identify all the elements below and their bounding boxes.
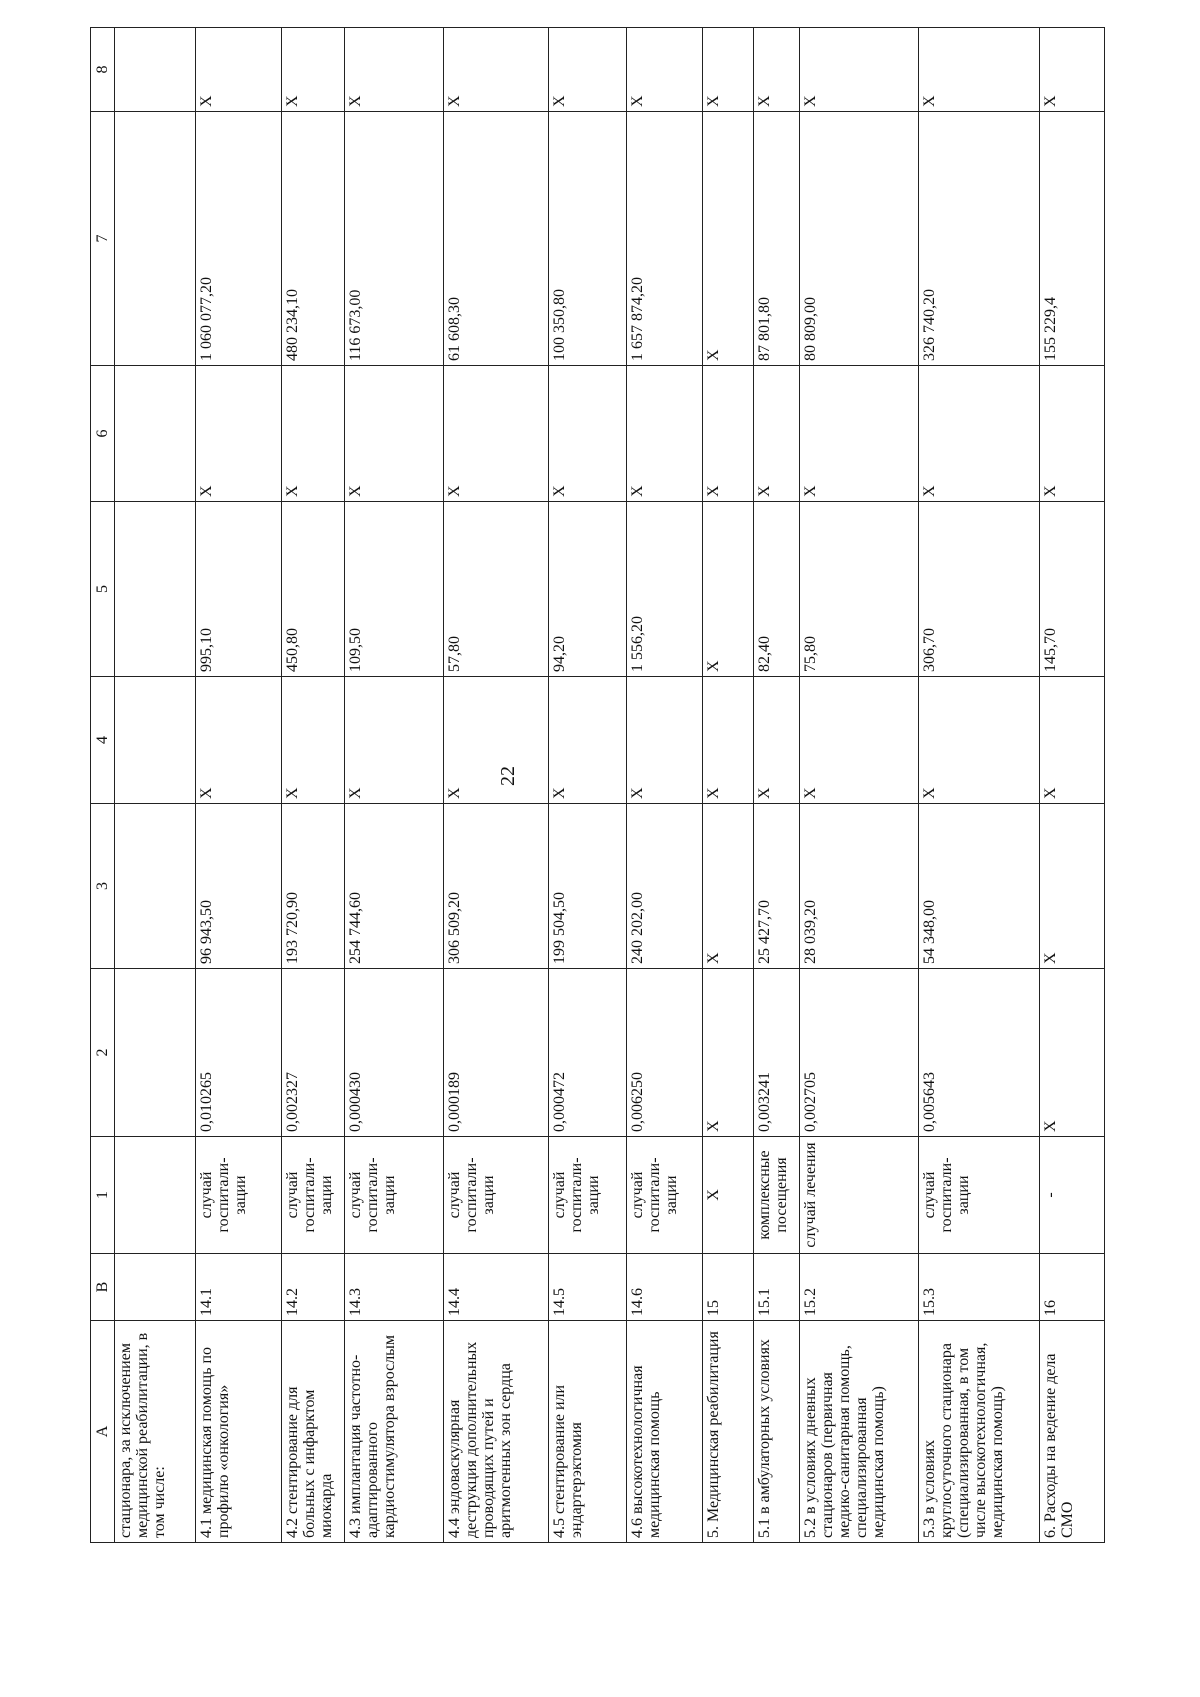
value-cell-4: Х <box>1040 677 1105 804</box>
row-code-cell: 14.2 <box>282 1254 345 1321</box>
table-row <box>1040 28 1105 1543</box>
value-cell-7: 155 229,4 <box>1040 112 1105 366</box>
value-cell-5 <box>114 502 195 677</box>
row-code-cell: 15.1 <box>753 1254 799 1321</box>
value-cell-8: Х <box>1040 28 1105 112</box>
header-cell: 5 <box>91 502 115 677</box>
table-row <box>702 28 753 1543</box>
header-cell: 2 <box>91 969 115 1137</box>
value-cell-4: Х <box>345 677 444 804</box>
value-cell-8: Х <box>800 28 919 112</box>
unit-cell <box>114 1137 195 1254</box>
row-label-cell: 4.5 стентирование или эндартерэктомия <box>549 1321 627 1543</box>
header-cell: 3 <box>91 804 115 969</box>
value-cell-5: 57,80 <box>444 502 549 677</box>
value-cell-3: 25 427,70 <box>753 804 799 969</box>
value-cell-5: 1 556,20 <box>627 502 703 677</box>
unit-cell: случай лечения <box>800 1137 919 1254</box>
row-code-cell: 14.4 <box>444 1254 549 1321</box>
value-cell-7 <box>114 112 195 366</box>
value-cell-5: Х <box>702 502 753 677</box>
value-cell-3 <box>114 804 195 969</box>
table-wrapper <box>90 28 1105 1543</box>
value-cell-6: Х <box>702 366 753 502</box>
value-cell-7: 80 809,00 <box>800 112 919 366</box>
row-label-cell: 5.1 в амбулаторных условиях <box>753 1321 799 1543</box>
value-cell-5: 306,70 <box>918 502 1039 677</box>
medical-funding-table <box>90 27 1105 1543</box>
row-label-cell: 4.4 эндоваскулярная деструкция дополнительных проводящих путей и аритмогенных зон сердца <box>444 1321 549 1543</box>
value-cell-7: 100 350,80 <box>549 112 627 366</box>
unit-cell: Х <box>702 1137 753 1254</box>
value-cell-2: Х <box>702 969 753 1137</box>
value-cell-2: 0,002327 <box>282 969 345 1137</box>
header-cell: 6 <box>91 366 115 502</box>
value-cell-6: Х <box>444 366 549 502</box>
value-cell-5: 82,40 <box>753 502 799 677</box>
header-cell: А <box>91 1321 115 1543</box>
value-cell-6: Х <box>345 366 444 502</box>
value-cell-8: Х <box>702 28 753 112</box>
value-cell-2: 0,000472 <box>549 969 627 1137</box>
row-code-cell: 15.2 <box>800 1254 919 1321</box>
value-cell-8: Х <box>195 28 281 112</box>
header-cell: 7 <box>91 112 115 366</box>
row-label-cell: 4.3 имплантация частотно-адаптированного кардиостимулятора взрослым <box>345 1321 444 1543</box>
value-cell-7: 326 740,20 <box>918 112 1039 366</box>
value-cell-5: 94,20 <box>549 502 627 677</box>
value-cell-3: 96 943,50 <box>195 804 281 969</box>
value-cell-3: 193 720,90 <box>282 804 345 969</box>
table-row <box>282 28 345 1543</box>
value-cell-5: 995,10 <box>195 502 281 677</box>
value-cell-6: Х <box>549 366 627 502</box>
unit-cell: случай госпитали-зации <box>345 1137 444 1254</box>
row-code-cell: 15.3 <box>918 1254 1039 1321</box>
page-number: 22 <box>497 766 519 786</box>
value-cell-5: 75,80 <box>800 502 919 677</box>
value-cell-4: Х <box>549 677 627 804</box>
value-cell-4: Х <box>800 677 919 804</box>
row-code-cell: 14.3 <box>345 1254 444 1321</box>
value-cell-6: Х <box>1040 366 1105 502</box>
value-cell-7: 1 060 077,20 <box>195 112 281 366</box>
value-cell-8: Х <box>444 28 549 112</box>
value-cell-2: 0,010265 <box>195 969 281 1137</box>
unit-cell: случай госпитали-зации <box>549 1137 627 1254</box>
value-cell-6: Х <box>753 366 799 502</box>
table-row <box>753 28 799 1543</box>
value-cell-4: Х <box>282 677 345 804</box>
table-header-row <box>91 28 115 1543</box>
unit-cell: случай госпитали-зации <box>918 1137 1039 1254</box>
table-row <box>444 28 549 1543</box>
unit-cell: комплексные посещения <box>753 1137 799 1254</box>
value-cell-2: Х <box>1040 969 1105 1137</box>
value-cell-2: 0,002705 <box>800 969 919 1137</box>
table-row <box>627 28 703 1543</box>
value-cell-8: Х <box>627 28 703 112</box>
table-row <box>549 28 627 1543</box>
value-cell-8: Х <box>753 28 799 112</box>
value-cell-5: 145,70 <box>1040 502 1105 677</box>
value-cell-5: 109,50 <box>345 502 444 677</box>
table-row <box>800 28 919 1543</box>
value-cell-3: Х <box>1040 804 1105 969</box>
unit-cell: случай госпитали-зации <box>195 1137 281 1254</box>
row-label-cell: 4.6 высокотехнологичная медицинская помощь <box>627 1321 703 1543</box>
value-cell-7: 1 657 874,20 <box>627 112 703 366</box>
value-cell-4 <box>114 677 195 804</box>
value-cell-2: 0,005643 <box>918 969 1039 1137</box>
row-label-cell: 5.3 в условиях круглосуточного стационара (специализированная, в том числе высокотехнологичная, медицинская помощь) <box>918 1321 1039 1543</box>
value-cell-7: 480 234,10 <box>282 112 345 366</box>
value-cell-2: 0,006250 <box>627 969 703 1137</box>
table-row <box>114 28 195 1543</box>
value-cell-7: Х <box>702 112 753 366</box>
value-cell-6: Х <box>282 366 345 502</box>
row-label-cell: 5. Медицинская реабилитация <box>702 1321 753 1543</box>
value-cell-5: 450,80 <box>282 502 345 677</box>
value-cell-3: 199 504,50 <box>549 804 627 969</box>
unit-cell: - <box>1040 1137 1105 1254</box>
header-cell: 1 <box>91 1137 115 1254</box>
value-cell-3: 54 348,00 <box>918 804 1039 969</box>
value-cell-4: Х <box>444 677 549 804</box>
row-code-cell: 14.5 <box>549 1254 627 1321</box>
value-cell-4: Х <box>702 677 753 804</box>
unit-cell: случай госпитали-зации <box>627 1137 703 1254</box>
value-cell-3: 28 039,20 <box>800 804 919 969</box>
header-cell: 4 <box>91 677 115 804</box>
value-cell-8: Х <box>345 28 444 112</box>
table-row <box>195 28 281 1543</box>
row-code-cell: 15 <box>702 1254 753 1321</box>
value-cell-4: Х <box>753 677 799 804</box>
value-cell-8: Х <box>282 28 345 112</box>
value-cell-3: 306 509,20 <box>444 804 549 969</box>
row-code-cell: 16 <box>1040 1254 1105 1321</box>
value-cell-6 <box>114 366 195 502</box>
value-cell-7: 116 673,00 <box>345 112 444 366</box>
value-cell-6: Х <box>627 366 703 502</box>
value-cell-2: 0,000189 <box>444 969 549 1137</box>
unit-cell: случай госпитали-зации <box>282 1137 345 1254</box>
value-cell-4: Х <box>195 677 281 804</box>
row-label-cell: стационара, за исключением медицинской реабилитации, в том числе: <box>114 1321 195 1543</box>
value-cell-8: Х <box>549 28 627 112</box>
value-cell-3: Х <box>702 804 753 969</box>
table-row <box>345 28 444 1543</box>
value-cell-7: 87 801,80 <box>753 112 799 366</box>
row-label-cell: 4.2 стентирование для больных с инфарктом миокарда <box>282 1321 345 1543</box>
row-label-cell: 5.2 в условиях дневных стационаров (первичная медико-санитарная помощь, специализированная медицинская помощь) <box>800 1321 919 1543</box>
row-code-cell: 14.1 <box>195 1254 281 1321</box>
value-cell-8: Х <box>918 28 1039 112</box>
value-cell-2: 0,003241 <box>753 969 799 1137</box>
header-cell: В <box>91 1254 115 1321</box>
value-cell-2 <box>114 969 195 1137</box>
value-cell-7: 61 608,30 <box>444 112 549 366</box>
row-code-cell: 14.6 <box>627 1254 703 1321</box>
rotated-table-frame <box>90 28 1105 1543</box>
value-cell-3: 254 744,60 <box>345 804 444 969</box>
value-cell-4: Х <box>918 677 1039 804</box>
value-cell-4: Х <box>627 677 703 804</box>
value-cell-6: Х <box>800 366 919 502</box>
table-row <box>918 28 1039 1543</box>
unit-cell: случай госпитали-зации <box>444 1137 549 1254</box>
value-cell-6: Х <box>918 366 1039 502</box>
value-cell-8 <box>114 28 195 112</box>
value-cell-6: Х <box>195 366 281 502</box>
row-label-cell: 6. Расходы на ведение дела СМО <box>1040 1321 1105 1543</box>
value-cell-2: 0,000430 <box>345 969 444 1137</box>
row-code-cell <box>114 1254 195 1321</box>
value-cell-3: 240 202,00 <box>627 804 703 969</box>
header-cell: 8 <box>91 28 115 112</box>
row-label-cell: 4.1 медицинская помощь по профилю «онкология» <box>195 1321 281 1543</box>
